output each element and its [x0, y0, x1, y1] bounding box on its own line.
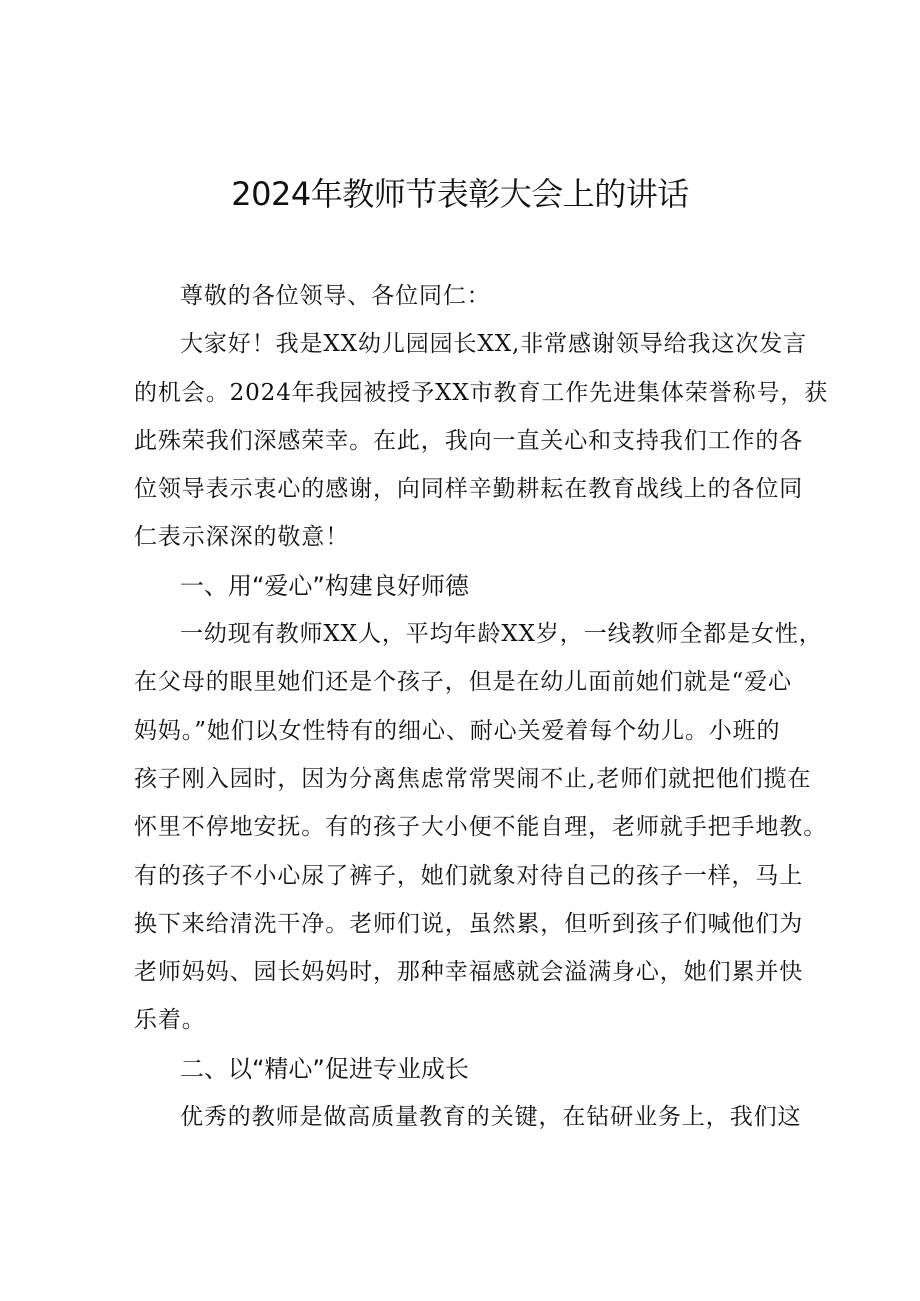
- salutation: 尊敬的各位领导、各位同仁：: [180, 283, 491, 309]
- intro-line: 的机会。2024年我园被授予XX市教育工作先进集体荣誉称号，获: [134, 379, 829, 406]
- section-line: 孩子刚入园时，因为分离焦虑常常哭闹不止,老师们就把他们揽在: [134, 765, 812, 792]
- section-line: 在父母的眼里她们还是个孩子，但是在幼儿面前她们就是“爱心: [134, 669, 792, 696]
- section-line: 妈妈。”她们以女性特有的细心、耐心关爱着每个幼儿。小班的: [134, 717, 781, 744]
- section-line: 一幼现有教师XX人，平均年龄XX岁，一线教师全都是女性，: [180, 621, 823, 648]
- section-line: 有的孩子不小心尿了裤子，她们就象对待自己的孩子一样，马上: [134, 862, 804, 889]
- intro-line: 此殊荣我们深感荣幸。在此，我向一直关心和支持我们工作的各: [134, 427, 804, 454]
- intro-line: 仁表示深深的敬意！: [134, 524, 350, 551]
- section-line: 乐着。: [134, 1007, 206, 1034]
- intro-line: 大家好！我是XX幼儿园园长XX,非常感谢领导给我这次发言: [180, 331, 808, 358]
- section-heading: 一、用“爱心”构建良好师德: [180, 571, 469, 600]
- section-line: 换下来给清洗干净。老师们说，虽然累，但听到孩子们喊他们为: [134, 910, 804, 937]
- document-body: [134, 272, 829, 1141]
- document-title: 2024年教师节表彰大会上的讲话: [231, 175, 689, 213]
- section-line: 优秀的教师是做高质量教育的关键，在钻研业务上，我们这: [180, 1104, 802, 1131]
- section-heading: 二、以“精心”促进专业成长: [180, 1054, 469, 1083]
- intro-line: 位领导表示衷心的感谢，向同样辛勤耕耘在教育战线上的各位同: [134, 476, 804, 503]
- section-line: 老师妈妈、园长妈妈时，那种幸福感就会溢满身心，她们累并快: [134, 959, 804, 986]
- section-line: 怀里不停地安抚。有的孩子大小便不能自理，老师就手把手地教。: [134, 814, 828, 841]
